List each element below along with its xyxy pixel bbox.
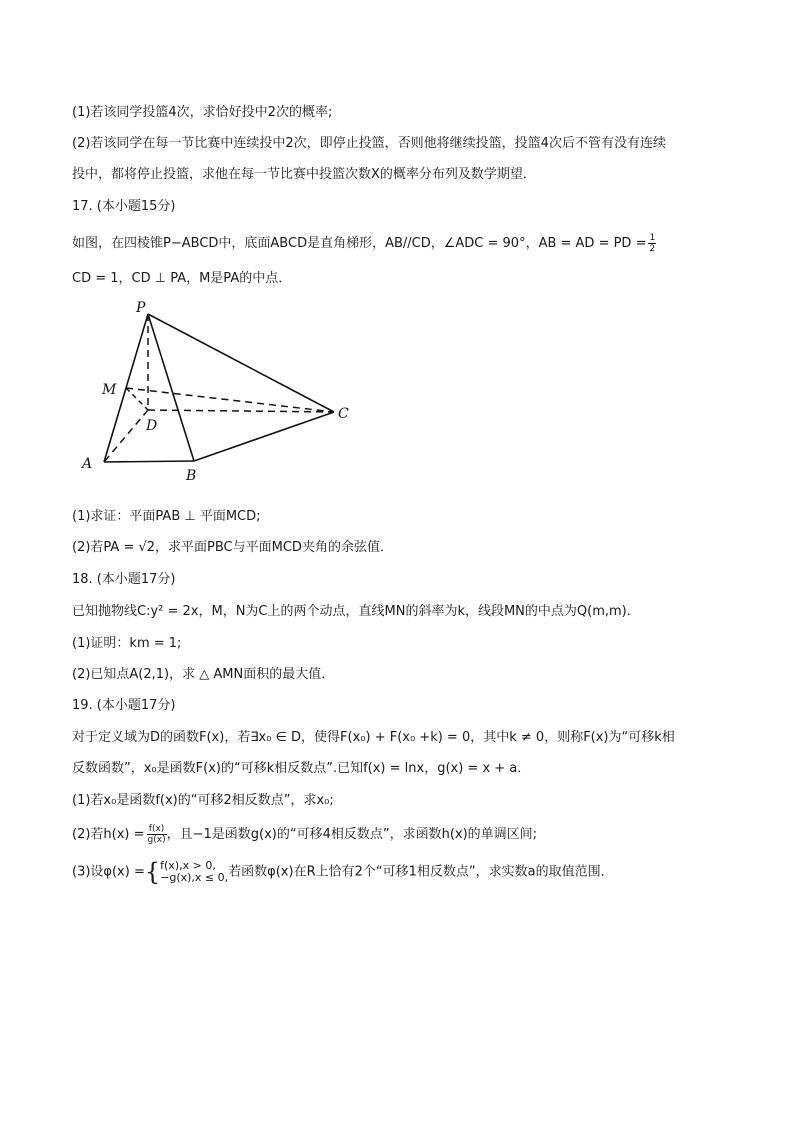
q18-part1: (1)证明：km = 1; (72, 636, 182, 651)
piecewise-case2: −g(x),x ≤ 0, (160, 871, 229, 884)
label-A: A (82, 456, 93, 472)
q19-h-num: f(x) (147, 824, 167, 835)
pyramid-figure (80, 300, 370, 480)
edge-DC (148, 410, 334, 412)
edge-AB (104, 461, 194, 462)
q17-stem-line2: CD = 1，CD ⊥ PA，M是PA的中点． (72, 271, 292, 286)
q17-fraction-den: 2 (649, 244, 656, 254)
label-D: D (146, 418, 158, 434)
q19-part2-post: ，且−1是函数g(x)的“可移4相反数点”，求函数h(x)的单调区间; (166, 827, 538, 842)
q17-part2: (2)若PA = √2，求平面PBC与平面MCD夹角的余弦值． (72, 540, 393, 555)
piecewise-cases (160, 860, 228, 884)
q19-part2 (72, 824, 537, 845)
q19-part1: (1)若x₀是函数f(x)的“可移2相反数点”，求x₀; (72, 793, 334, 808)
q16-part2-line1: (2)若该同学在每一节比赛中连续投中2次，即停止投篮，否则他将继续投篮，投篮4次后不管有没有连续 (72, 136, 666, 151)
edge-PB (148, 314, 194, 461)
q17-part1: (1)求证：平面PAB ⊥ 平面MCD; (72, 509, 261, 524)
q19-part3 (72, 860, 614, 884)
q19-h-fraction (147, 824, 167, 845)
q19-part3-pre: (3)设φ(x) = (72, 864, 145, 880)
q19-header: 19. (本小题17分) (72, 698, 176, 713)
q19-stem-line2: 反数函数”，x₀是函数F(x)的“可移k相反数点”.已知f(x) = lnx，g(x) = x + a． (72, 761, 531, 776)
q17-fraction-num: 1 (649, 233, 656, 243)
q18-part2: (2)已知点A(2,1)，求 △ AMN面积的最大值． (72, 667, 335, 682)
q19-part2-pre: (2)若h(x) = (72, 827, 145, 842)
label-P: P (136, 300, 146, 316)
q17-stem-line1 (72, 233, 656, 254)
piecewise-brace: { (144, 858, 161, 886)
label-M: M (102, 382, 117, 398)
q16-part2-line2: 投中，都将停止投篮，求他在每一节比赛中投篮次数X的概率分布列及数学期望． (72, 167, 536, 182)
q19-part3-post: 若函数φ(x)在R上恰有2个“可移1相反数点”，求实数a的取值范围． (228, 864, 614, 880)
q18-header: 18. (本小题17分) (72, 572, 176, 587)
edge-PC (148, 314, 334, 412)
label-C: C (338, 406, 349, 422)
edge-BC (194, 412, 334, 461)
q19-stem-line1: 对于定义域为D的函数F(x)，若∃x₀ ∈ D，使得F(x₀) + F(x₀ +k) = 0，其中k ≠ 0，则称F(x)为“可移k相 (72, 730, 675, 745)
edge-DA (104, 410, 148, 462)
q17-header: 17. (本小题15分) (72, 199, 176, 214)
q19-h-den: g(x) (147, 835, 166, 845)
edge-MD (126, 388, 148, 410)
q17-stem-text: 如图，在四棱锥P−ABCD中，底面ABCD是直角梯形，AB//CD，∠ADC = 90°，AB = AD = PD = (72, 236, 647, 251)
q17-fraction (648, 233, 656, 254)
q18-stem: 已知抛物线C:y² = 2x，M，N为C上的两个动点，直线MN的斜率为k，线段MN的中点为Q(m,m)． (72, 604, 640, 619)
label-B: B (186, 468, 197, 480)
q16-part1: (1)若该同学投篮4次，求恰好投中2次的概率; (72, 105, 333, 120)
piecewise-case1: f(x),x > 0, (160, 859, 216, 872)
edge-MC (126, 388, 334, 412)
exam-page (72, 0, 732, 1123)
